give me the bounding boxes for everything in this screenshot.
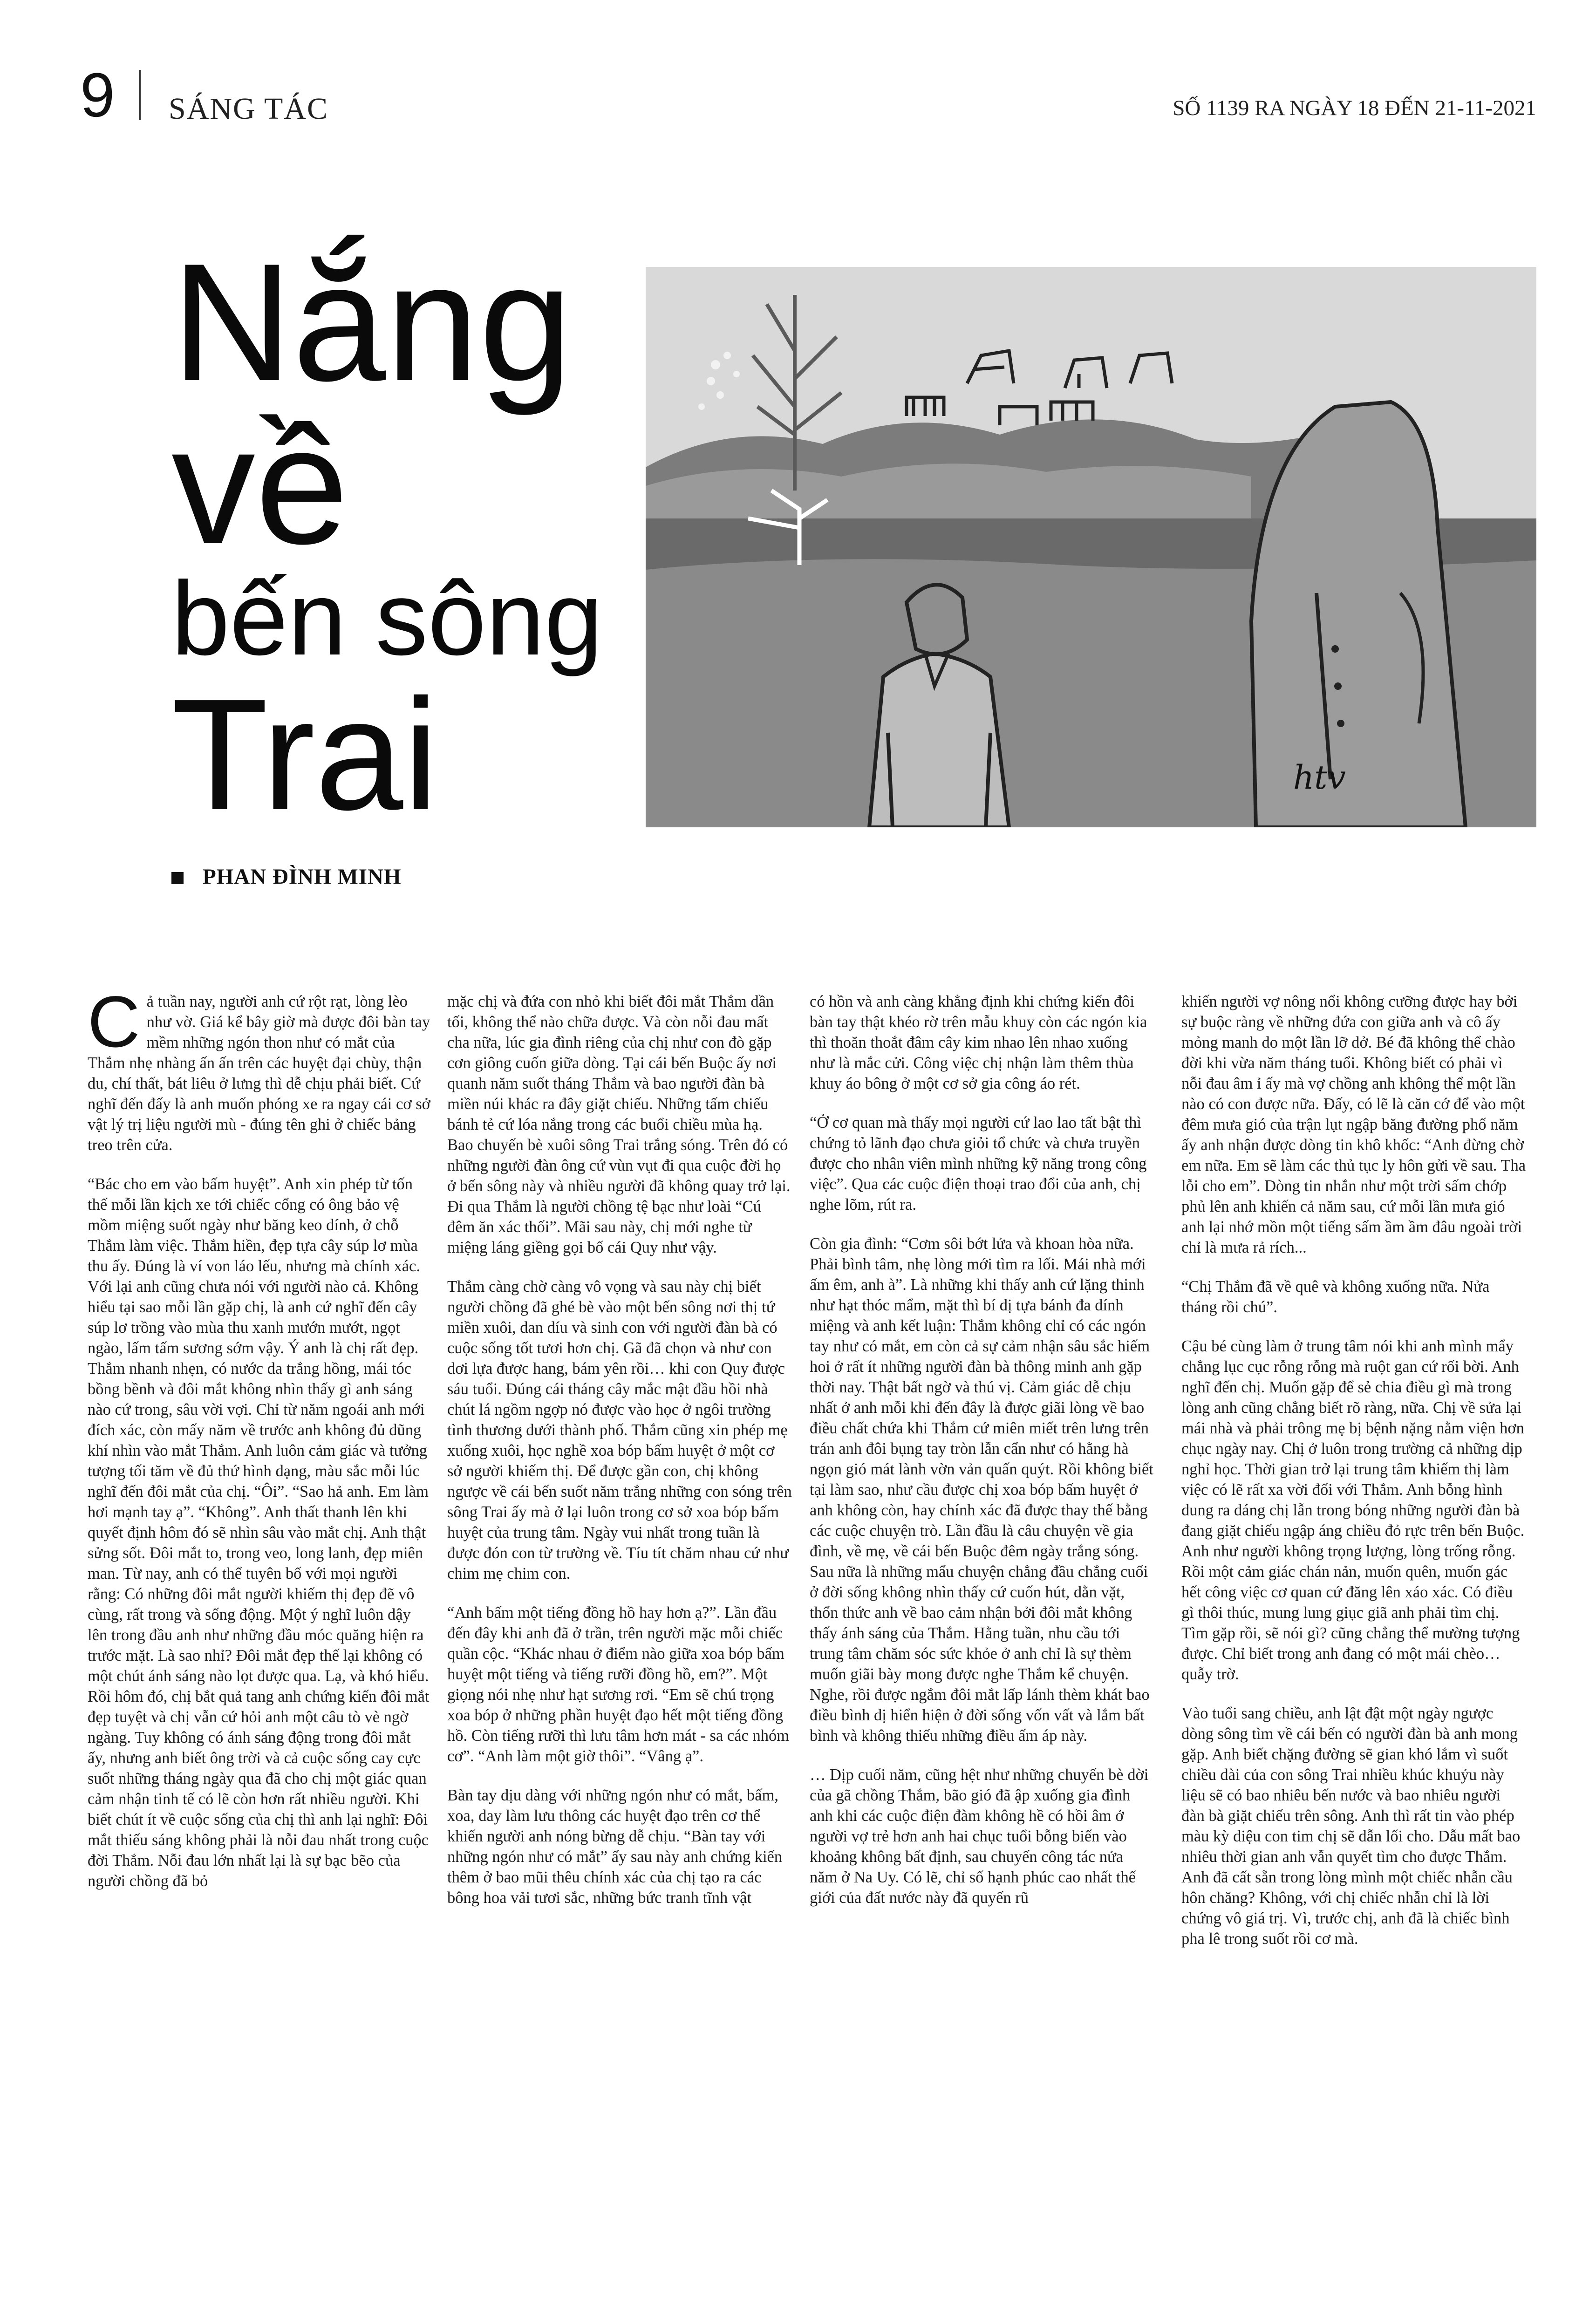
article-column-3 xyxy=(810,991,1154,2244)
paragraph: “Ở cơ quan mà thấy mọi người cứ lao lao tất bật thì chứng tỏ lãnh đạo chưa giỏi tổ chức và chưa truyền được cho nhân viên mình những kỹ năng trong công việc”. Qua các cuộc điện thoại trao đổi của anh, chị nghe lõm, rút ra. xyxy=(810,1114,1147,1213)
paragraph: Thắm càng chờ càng vô vọng và sau này chị biết người chồng đã ghé bè vào một bến sông nơi thị tứ miền xuôi, dan díu và sinh con với người đàn bà có cuộc sống tốt tươi hơn chị. Gã đã chọn và như con dơi lựa được hang, bám yên rồi… khi con Quy được sáu tuổi. Đúng cái tháng cây mắc mật đầu hồi nhà chút lá ngồm ngợp nó được vào học ở ngôi trường tình thương dưới thành phố. Thắm cũng xin phép mẹ xuống xuôi, học nghề xoa bóp bấm huyệt ở một cơ sở người khiếm thị. Để được gần con, chị không ngược về cái bến suốt năm trắng những con sóng trên sông Trai ấy mà ở lại luôn trong cơ sở xoa bóp bấm huyệt của trung tâm. Ngày vui nhất trong tuần là được đón con từ trường về. Tíu tít chăm nhau cứ như chim mẹ chim con. xyxy=(447,1278,792,1582)
paragraph: … Dịp cuối năm, cũng hệt như những chuyến bè dời của gã chồng Thắm, bão gió đã ập xuống gia đình anh khi các cuộc điện đàm không hề có hồi âm ở người vợ trẻ hơn anh hai chục tuổi bỗng biến vào khoảng không bất định, sau chuyến công tác nửa năm ở Na Uy. Có lẽ, chỉ số hạnh phúc cao nhất thế giới của đất nước này đã quyến rũ xyxy=(810,1766,1149,1907)
paragraph: có hồn và anh càng khẳng định khi chứng kiến đôi bàn tay thật khéo rờ trên mẫu khuy còn các ngón kia thì thoăn thoắt đâm cây kim nhao lên nhao xuống như là mắc cửi. Công việc chị nhận làm thêm thùa khuy áo bông ở một cơ sở gia công áo rét. xyxy=(810,993,1147,1092)
paragraph: Còn gia đình: “Cơm sôi bớt lửa và khoan hòa nữa. Phải bình tâm, nhẹ lòng mới tìm ra lối. Mái nhà mới ấm êm, anh à”. Là những khi thấy anh cứ lặng thinh như hạt thóc mẩm, mặt thì bí dị tựa bánh đa dính miệng và anh kết luận: Thắm không chỉ có các ngón tay như có mắt, em còn cả sự cảm nhận sâu sắc hiếm hoi ở rất ít những người đàn bà thông minh anh gặp thời nay. Thật bất ngờ và thú vị. Cảm giác dễ chịu nhất ở anh mỗi khi đến đây là được giãi lòng về bao điều chất chứa khi Thắm cứ miên miết trên lưng trên trán anh đôi bụng tay tròn lẫn cẩn như có hằng hà ngọn gió mát lành vờn vản quấn quýt. Rồi không biết tại làm sao, như cầu được chị xoa bóp bấm huyệt ở anh không còn, hay chính xác đã được thay thế bằng các cuộc chuyện trò. Lần đầu là câu chuyện về gia đình, về mẹ, về cái bến Buộc đêm ngày trắng sóng. Sau nữa là những mẩu chuyện chẳng đầu chẳng cuối ở đời sống không nhìn thấy cứ cuốn hút, dằn vặt, thổn thức anh về bao cảm nhận bởi đôi mắt không thấy ánh sáng của Thắm. Hằng tuần, nhu cầu tới trung tâm chăm sóc sức khỏe ở anh chỉ là sự thèm muốn giãi bày mong được nghe Thắm kể chuyện. Nghe, rồi được ngắm đôi mắt lấp lánh thèm khát bao điều bình dị hiển hiện ở đời sống vốn vất và lắm bất bình và không thiếu những điều ấm áp này. xyxy=(810,1235,1153,1745)
header-divider xyxy=(139,70,141,120)
dropcap: C xyxy=(88,991,140,1063)
paragraph: ả tuần nay, người anh cứ rột rạt, lòng lèo như vờ. Giá kể bây giờ mà được đôi bàn tay mềm những ngón thon như có mắt của Thắm nhẹ nhàng ấn ấn trên các huyệt đại chùy, thận du, chí thất, bát liêu ở lưng thì dễ chịu phải biết. Cứ nghĩ đến đấy là anh muốn phóng xe ra ngay cái cơ sở vật lý trị liệu người mù - đúng tên ghi ở chiếc bảng treo trên cửa. xyxy=(88,993,430,1154)
paragraph: Bàn tay dịu dàng với những ngón như có mắt, bấm, xoa, day làm lưu thông các huyệt đạo trên cơ thể khiến người anh nóng bừng dễ chịu. “Bàn tay với những ngón như có mắt” ấy sau này anh chứng kiến thêm ở bao mũi thêu chính xác của chị tạo ra các bông hoa vải tươi sắc, những bức tranh tĩnh vật xyxy=(447,1786,783,1907)
issue-info: SỐ 1139 RA NGÀY 18 ĐẾN 21-11-2021 xyxy=(1173,96,1536,120)
page-number: 9 xyxy=(80,61,115,130)
author-byline: PHAN ĐÌNH MINH xyxy=(203,865,402,889)
story-illustration xyxy=(646,267,1536,827)
article-column-2 xyxy=(447,991,792,2244)
paragraph: “Bác cho em vào bấm huyệt”. Anh xin phép từ tốn thế mỗi lần kịch xe tới chiếc cổng có ông bảo vệ mồm miệng suốt ngày như băng keo dính, ở chỗ Thắm làm việc. Thắm hiền, đẹp tựa cây súp lơ mùa thu ấy. Đúng là ví von láo lếu, nhưng mà chính xác. Với lại anh cũng chưa nói với người nào cả. Không hiểu tại sao mỗi lần gặp chị, là anh cứ nghĩ đến cây súp lơ trồng vào mùa thu xanh mướn mướt, ngọt ngào, lấm tấm sương sớm vậy. Ý anh là chị rất đẹp. Thắm nhanh nhẹn, có nước da trắng hồng, mái tóc bồng bềnh và đôi mắt không nhìn thấy gì anh sáng nào cứ trong, sâu vời vợi. Chỉ từ năm ngoái anh mới đích xác, còn mấy năm về trước anh không đủ dũng khí nhìn vào mắt Thắm. Anh luôn cảm giác và tưởng tượng tối tăm về đủ thứ hình dạng, màu sắc mỗi lúc nghĩ đến đôi mắt của chị. “Ôi”. “Sao hả anh. Em làm hơi mạnh tay ạ”. “Không”. Anh thất thanh lên khi quyết định hôm đó sẽ nhìn sâu vào mắt chị. Anh thật sửng sốt. Đôi mắt to, trong veo, long lanh, đẹp miên man. Từ nay, anh có thể tuyên bố với mọi người rằng: Có những đôi mắt người khiếm thị đẹp đẽ vô cùng, rất trong và sống động. Một ý nghĩ luôn dậy lên trong đầu anh như những đầu móc quăng hiện ra trước mặt. Là sao nhỉ? Đôi mắt đẹp thế lại không có một chút ánh sáng nào lọt được qua. Lạ, và khó hiểu. Rồi hôm đó, chị bắt quả tang anh chứng kiến đôi mắt đẹp tuyệt và chị vẫn cứ hỏi anh một câu tò vè ngờ ngàng. Tuy không có ánh sáng động trong đôi mắt ấy, nhưng anh biết ông trời và cả cuộc sống cay cực suốt những tháng ngày qua đã cho chị một giác quan cảm nhận tinh tế có lẽ còn hơn rất nhiều người. Khi biết chút ít về cuộc sống của chị thì anh lại nghĩ: Đôi mắt thiếu sáng không phải là nỗi đau nhất trong cuộc đời Thắm. Nỗi đau lớn nhất lại là sự bạc bẽo của người chồng đã bỏ xyxy=(88,1175,430,1890)
artist-signature: htv xyxy=(1293,758,1346,797)
paragraph: “Chị Thắm đã về quê và không xuống nữa. Nửa tháng rồi chú”. xyxy=(1181,1278,1490,1316)
title-line-4: Trai xyxy=(171,666,438,843)
paragraph: Cậu bé cùng làm ở trung tâm nói khi anh mình mẩy chẳng lục cục rỗng rỗng mà ruột gan cứ rối bời. Anh nghĩ đến chị. Muốn gặp để sẻ chia điều gì mà trong lòng anh cũng chẳng biết rõ ràng, nữa. Chị về sửa lại mái nhà và phải trông mẹ bị bệnh nặng nằm viện hơn chục ngày nay. Chị ở luôn trong trường cả những dịp nghỉ học. Thời gian trở lại trung tâm khiếm thị làm việc có lẽ rất xa vời đối với Thắm. Anh bỗng hình dung ra dáng chị lẫn trong bóng những người đàn bà đang giặt chiếu ngập áng chiều đỏ rực trên bến Buộc. Anh như người không trọng lượng, lòng trống rỗng. Rồi một cảm giác chán nản, muốn quên, muốn gác hết công việc cơ quan cứ đăng lên xáo xác. Có điều gì thôi thúc, mung lung giục giã anh phải tìm chị. Tìm gặp rồi, sẽ nói gì? cũng chẳng thể mường tượng được. Chỉ biết trong anh đang có một mái chèo… quẫy trờ. xyxy=(1181,1337,1525,1683)
paragraph: mặc chị và đứa con nhỏ khi biết đôi mắt Thắm dần tối, không thể nào chữa được. Và còn nỗi đau mất cha nữa, lúc gia đình riêng của chị như con đò gặp cơn giông cuốn giữa dòng. Tại cái bến Buộc ấy nơi quanh năm suốt tháng Thắm và bao người đàn bà miền núi khác ra đây giặt chiếu. Những tấm chiếu bánh tẻ cứ lóa nắng trong các buổi chiều mùa hạ. Bao chuyến bè xuôi sông Trai trắng sóng. Trên đó có những người đàn ông cứ vùn vụt đi qua cuộc đời họ ở bến sông này và nhiều người đã không quay trở lại. Đi qua Thắm là người chồng tệ bạc như loài “Cú đêm ăn xác thối”. Mãi sau này, chị mới nghe từ miệng láng giềng gọi bố cái Quy như vậy. xyxy=(447,993,791,1256)
paragraph: “Anh bấm một tiếng đồng hồ hay hơn ạ?”. Lần đầu đến đây khi anh đã ở trần, trên người mặc mỗi chiếc quần cộc. “Khác nhau ở điểm nào giữa xoa bóp bấm huyệt một tiếng và tiếng rưỡi đồng hồ, em?”. Một giọng nói nhẹ như hạt sương rơi. “Em sẽ chú trọng xoa bóp ở những phần huyệt đạo hết một tiếng đồng hồ. Còn tiếng rưỡi thì lưu tâm hơn mát - sa các nhóm cơ”. “Anh làm một giờ thôi”. “Vâng ạ”. xyxy=(447,1604,790,1765)
article-column-1 xyxy=(88,991,432,2244)
section-label: SÁNG TÁC xyxy=(169,92,329,126)
paragraph: Vào tuổi sang chiều, anh lật đật một ngày ngược dòng sông tìm về cái bến có người đàn bà anh mong gặp. Anh biết chặng đường sẽ gian khó lắm vì suốt chiều dài của con sông Trai nhiều khúc khuỷu này liệu sẽ có bao nhiêu bến nước và bao nhiêu người đàn bà giặt chiếu trên sông. Anh thì rất tin vào phép màu kỳ diệu con tim chị sẽ dẫn lối cho. Dẫu mất bao nhiêu thời gian anh vẫn quyết tìm cho được Thắm. Anh đã cất sẵn trong lòng mình một chiếc nhẫn cầu hôn chăng? Không, với chị chiếc nhẫn chỉ là lời chứng vô giá trị. Vì, trước chị, anh đã là chiếc bình pha lê trong suốt rồi cơ mà. xyxy=(1181,1704,1521,1948)
title-line-1: Nắng xyxy=(171,229,573,416)
byline-bullet xyxy=(171,872,184,884)
title-line-2: về xyxy=(171,392,349,579)
article-column-4 xyxy=(1181,991,1526,2244)
paragraph: khiến người vợ nông nổi không cưỡng được hay bởi sự buộc ràng về những đứa con giữa anh và cô ấy mỏng manh do một lần lỡ dở. Bé đã không thể chào đời khi vừa năm tháng tuổi. Không biết có phải vì nỗi đau âm ỉ ấy mà vợ chồng anh không thể một lần nào có con được nữa. Đấy, có lẽ là căn cớ để vào một đêm mưa gió của trận lụt ngập băng đường phố năm ấy anh nhận được dòng tin khô khốc: “Anh đừng chờ em nữa. Em sẽ làm các thủ tục ly hôn gửi về sau. Tha lỗi cho em”. Dòng tin nhắn như một trời sấm chớp phủ lên anh khiến cả năm sau, cứ mỗi lần mưa gió anh lại nhớ mồn một tiếng sấm ầm ầm đâu ngoài trời chỉ là mưa rả rích... xyxy=(1181,993,1526,1256)
mid-hills xyxy=(646,464,1251,528)
title-line-3: bến sông xyxy=(171,559,603,677)
